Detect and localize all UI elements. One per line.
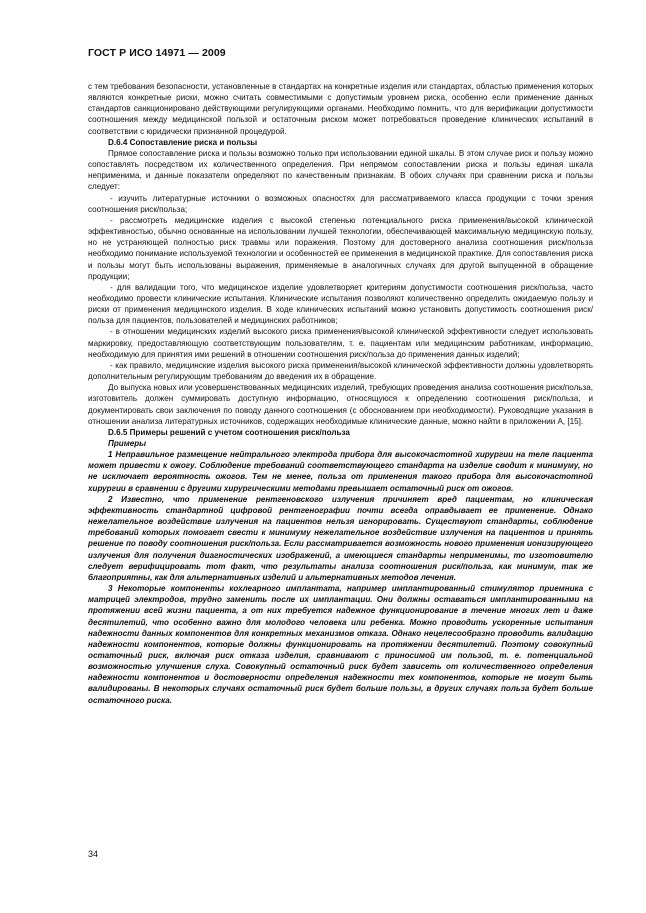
list-item-labeling: - в отношении медицинских изделий высокого риска применения/высокой клинической эффективности следует использовать маркировку, предоставляющую соответствующим пользователям, т. е. пациентам или медицинским работникам, информацию, необходимую для принятия ими решений в отношении соотношения риск/польза до применения данных изделий; bbox=[88, 327, 593, 359]
examples-title: Примеры bbox=[108, 439, 147, 448]
example-2: 2 Известно, что применение рентгеновского излучения причиняет вред пациентам, но клиническая эффективность стандартной цифровой рентгенографии почти всегда оправдывает ее применение. Однако нежелательное воздействие излучения на пациентов нельзя игнорировать. Существуют стандарты, соблюдение требований которых помогает свести к минимуму нежелательное воздействие излучения на пациентов и принять решение по поводу соотношения риск/польза. Если рассматривается возможность нового применения ионизирующего излучения для получения диагностических изображений, а имеющиеся стандарты неприменимы, то изготовителю следует верифицировать тот факт, что результаты анализа соотношения риск/польза, как минимум, так же благоприятны, как для альтернативных изделий и альтернативных методов лечения. bbox=[88, 494, 593, 582]
page-number: 34 bbox=[88, 849, 99, 859]
list-item-clinical-trials: - для валидации того, что медицинское изделие удовлетворяет критериям допустимости соотношения риск/польза, часто необходимо провести клинические испытания. Клинические испытания позволяют количественно определить ожидаемую пользу и риски от применения медицинского изделия. В ходе клинических испытаний можно установить допустимость соотношения риск/польза для пациентов, пользователей и медицинских работников; bbox=[88, 282, 593, 326]
list-item-high-risk-devices: - рассмотреть медицинские изделия с высокой степенью потенциального риска применения/высокой клинической эффективностью, обычно основанные на использовании лучшей технологии, обеспечивающей максимальную медицинскую пользу, но не устраняющей полностью риск травмы или поражения. Поэтому для достоверного анализа соотношения риск/польза необходимо понимание используемой технологии и особенностей ее применения в медицинской практике. Для сопоставления риска и пользы могут быть использованы выражения, применяемые в аналогичных случаях для другой выпущенной в обращение продукции; bbox=[88, 215, 593, 281]
list-item-regulatory: - как правило, медицинские изделия высокого риска применения/высокой клинической эффективности должны удовлетворять дополнительным регулирующим требованиям до введения их в обращение. bbox=[88, 360, 593, 382]
example-1: 1 Неправильное размещение нейтрального электрода прибора для высокочастотной хирургии на теле пациента может привести к ожогу. Соблюдение требований соответствующего стандарта на изделие сводит к минимуму, но не исключает вероятность ожогов. Тем не менее, польза от применения такого прибора для высокочастотной хирургии в сравнении с другими хирургическими методами превышает остаточный риск от ожогов. bbox=[88, 450, 593, 493]
document-body bbox=[88, 81, 593, 706]
page-header-title: ГОСТ Р ИСО 14971 — 2009 bbox=[88, 47, 226, 59]
paragraph-release: До выпуска новых или усовершенствованных медицинских изделий, требующих проведения анализа соотношения риск/польза, изготовитель должен суммировать доступную информацию, относящуюся к определению соотношения риск/польза, и документировать свои заключения по поводу данного соотношения (с обоснованием при необходимости). Руководящие указания в отношении анализа литературных источников, содержащих необходимые клинические данные, можно найти в приложении А, [15]. bbox=[88, 383, 593, 426]
section-heading-d65: D.6.5 Примеры решений с учетом соотношения риск/польза bbox=[108, 427, 350, 437]
list-item-literature: - изучить литературные источники о возможных опасностях для рассматриваемого класса продукции с точки зрения соотношения риск/польза; bbox=[88, 193, 593, 214]
section-heading-d64: D.6.4 Сопоставление риска и пользы bbox=[108, 137, 258, 147]
paragraph-intro: с тем требования безопасности, установленные в стандартах на конкретные изделия или стандартах, областью применения которых являются конкретные риски, можно считать совместимыми с допустимым уровнем риска, особенно если применение данных стандартов санкционировано действующими регулирующими органами. Необходимо помнить, что для верификации допустимости соотношения между медицинской пользой и остаточным риском может потребоваться проведение клинических испытаний в соответствии с юридически признанной процедурой. bbox=[88, 82, 593, 136]
paragraph-comparison: Прямое сопоставление риска и пользы возможно только при использовании единой шкалы. В этом случае риск и пользу можно сопоставлять посредством их количественного определения. При непрямом сопоставлении риска и пользы единая шкала неприменима, и данные показатели определяют по качественным признакам. В обоих случаях при сравнении риска и пользы следует: bbox=[88, 148, 593, 192]
example-3: 3 Некоторые компоненты кохлеарного имплантата, например имплантированный стимулятор приемника с матрицей электродов, трудно заменить после их имплантации. Они должны оставаться имплантированными на протяжении всей жизни пациента, а от них требуется надежное функционирование в течение многих лет и даже десятилетий, что особенно важно для молодого человека или ребенка. Можно проводить ускоренные испытания надежности данных компонентов для конкретных механизмов отказа. Однако нецелесообразно проводить валидацию надежности компонентов, которые должны функционировать на протяжении десятилетий. Поэтому совокупный остаточный риск, включая риск отказа изделия, сравнивают с приносимой им пользой, т. е. потенциальной возможностью улучшения слуха. Совокупный остаточный риск будет зависеть от количественного определения надежности компонентов и достоверности определения надежности тех компонентов, которые не могут быть валидированы. В некоторых случаях остаточный риск будет больше пользы, в других случаях польза будет больше остаточного риска. bbox=[88, 584, 593, 705]
